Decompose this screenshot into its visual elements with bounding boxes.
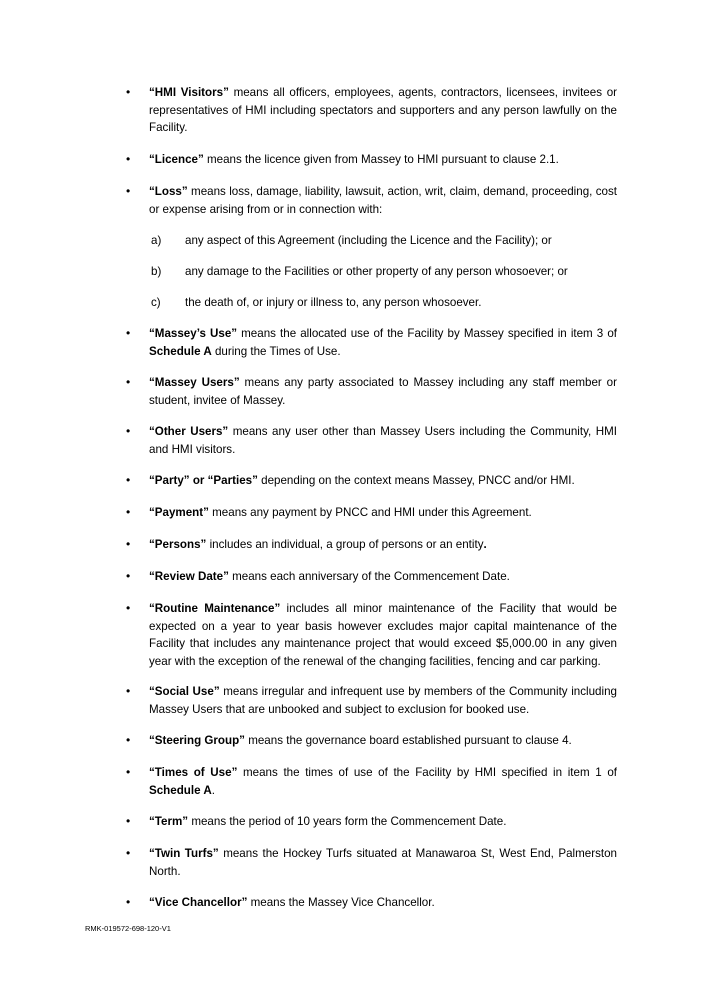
bullet: • <box>126 569 131 583</box>
term: “Times of Use” <box>149 766 238 779</box>
bullet: • <box>126 505 131 519</box>
definition-hmi-visitors <box>149 84 617 137</box>
term: “Review Date” <box>149 570 229 583</box>
term: “Payment” <box>149 506 209 519</box>
definition-text: depending on the context means Massey, PNCC and/or HMI. <box>257 474 575 487</box>
definition-text: means the licence given from Massey to HMI pursuant to clause 2.1. <box>203 153 559 166</box>
definition-routine-maintenance <box>149 600 617 670</box>
definition-text: includes an individual, a group of persons or an entity <box>206 538 484 551</box>
definition-text: means any user other than Massey Users including the Community, HMI and HMI visitors. <box>149 425 617 456</box>
subitem-text: any aspect of this Agreement (including the Licence and the Facility); or <box>185 234 552 247</box>
definition-text: . <box>211 783 215 797</box>
definition-times-of-use <box>149 764 617 799</box>
bullet: • <box>126 846 131 860</box>
definition-massey-users <box>149 374 617 409</box>
bullet: • <box>126 895 131 909</box>
bullet: • <box>126 537 131 551</box>
definition-text: means any party associated to Massey including any staff member or student, invitee of Massey. <box>149 376 617 407</box>
bullet: • <box>126 733 131 747</box>
definition-vice-chancellor <box>149 894 617 912</box>
definition-text: means any payment by PNCC and HMI under this Agreement. <box>208 506 532 519</box>
definition-steering-group <box>149 732 617 750</box>
bullet: • <box>126 601 131 615</box>
definition-text: means the governance board established pursuant to clause 4. <box>244 734 572 747</box>
bullet: • <box>126 375 131 389</box>
definition-text: means loss, damage, liability, lawsuit, action, writ, claim, demand, proceeding, cost or expense arising from or in connection with: <box>149 185 617 216</box>
term: “Massey’s Use” <box>149 327 238 340</box>
term: “Vice Chancellor” <box>149 896 248 909</box>
definition-party <box>149 472 617 490</box>
definition-persons <box>149 536 617 554</box>
term: “Social Use” <box>149 685 220 698</box>
definition-text: means the period of 10 years form the Commencement Date. <box>188 815 507 828</box>
definition-text: includes all minor maintenance of the Facility that would be expected on a year to year basis however excludes major capital maintenance of the Facility that includes any maintenance project that would exceed $5,000.00 in any given year with the exception of the renewal of the changing facilities, fencing and car parking. <box>149 602 617 668</box>
term: “Twin Turfs” <box>149 847 219 860</box>
definition-text: means the times of use of the Facility by HMI specified in item 1 of <box>237 766 617 779</box>
bullet: • <box>126 85 131 99</box>
definition-other-users <box>149 423 617 458</box>
definition-text: means all officers, employees, agents, contractors, licensees, invitees or representatives of HMI including spectators and supporters and any person lawfully on the Facility. <box>149 86 618 134</box>
term: “HMI Visitors” <box>149 86 229 99</box>
term: “Party” or “Parties” <box>149 474 258 487</box>
definition-review-date <box>149 568 617 586</box>
bullet: • <box>126 184 131 198</box>
definition-text: means the Massey Vice Chancellor. <box>247 896 435 909</box>
definition-text: means each anniversary of the Commencement Date. <box>228 570 510 583</box>
bold-reference: Schedule A <box>149 783 212 797</box>
definition-loss <box>149 183 617 218</box>
bullet: • <box>126 814 131 828</box>
subitem-text: the death of, or injury or illness to, any person whosoever. <box>185 296 482 309</box>
term: “Routine Maintenance” <box>149 602 281 615</box>
term: “Persons” <box>149 538 207 551</box>
term: “Licence” <box>149 153 204 166</box>
definition-licence <box>149 151 617 169</box>
document-reference-footer: RMK-019572-698-120-V1 <box>85 924 171 933</box>
bold-reference: Schedule A <box>149 344 212 358</box>
term: “Massey Users” <box>149 376 240 389</box>
term: “Term” <box>149 815 189 828</box>
bullet: • <box>126 424 131 438</box>
subitem-text: any damage to the Facilities or other property of any person whosoever; or <box>185 265 568 278</box>
bullet: • <box>126 326 131 340</box>
bullet: • <box>126 684 131 698</box>
subitem-label: c) <box>151 296 161 309</box>
bold-punctuation: . <box>483 538 487 551</box>
bullet: • <box>126 765 131 779</box>
definition-social-use <box>149 683 617 718</box>
definition-twin-turfs <box>149 845 617 880</box>
definition-payment <box>149 504 617 522</box>
definition-text: means irregular and infrequent use by members of the Community including Massey Users that are unbooked and subject to exclusion for booked use. <box>149 685 617 716</box>
bullet: • <box>126 473 131 487</box>
definition-text: means the allocated use of the Facility by Massey specified in item 3 of <box>237 327 617 340</box>
definition-text: means the Hockey Turfs situated at Manawaroa St, West End, Palmerston North. <box>149 847 617 878</box>
term: “Other Users” <box>149 425 229 438</box>
subitem-label: a) <box>151 234 162 247</box>
subitem-label: b) <box>151 265 162 278</box>
definition-masseys-use <box>149 325 617 360</box>
definition-text: during the Times of Use. <box>211 344 341 358</box>
bullet: • <box>126 152 131 166</box>
term: “Loss” <box>149 185 188 198</box>
term: “Steering Group” <box>149 734 245 747</box>
definition-term <box>149 813 617 831</box>
